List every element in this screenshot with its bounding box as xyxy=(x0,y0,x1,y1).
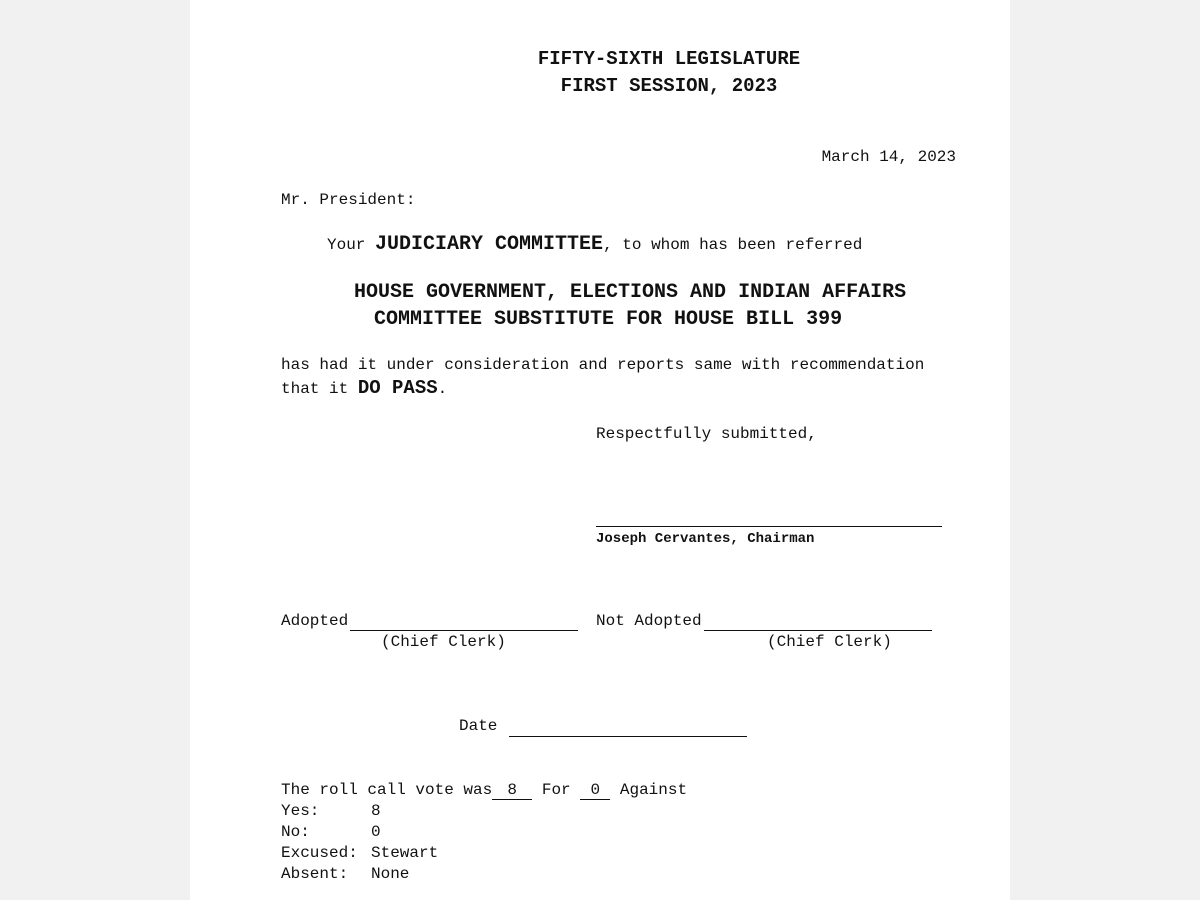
against-label: Against xyxy=(619,781,688,799)
intro-suffix: , to whom has been referred xyxy=(603,236,863,254)
report-date: March 14, 2023 xyxy=(821,148,956,166)
for-label: For xyxy=(541,781,571,799)
body-line2 xyxy=(281,378,447,399)
vote-row-label: No: xyxy=(281,823,310,841)
not-adopted-clerk-label: (Chief Clerk) xyxy=(767,633,892,651)
vote-row-value: Stewart xyxy=(371,844,439,862)
vote-row-label: Excused: xyxy=(281,844,358,862)
vote-row xyxy=(281,864,409,884)
body-prefix: that it xyxy=(281,380,349,398)
adopted-clerk-label: (Chief Clerk) xyxy=(381,633,506,651)
signer-name: Joseph Cervantes, Chairman xyxy=(596,531,815,547)
closing: Respectfully submitted, xyxy=(596,425,817,443)
vote-row-value: None xyxy=(371,865,410,883)
legislature-title: FIFTY-SIXTH LEGISLATURE xyxy=(537,48,801,70)
intro-prefix: Your xyxy=(327,236,366,254)
body-line1: has had it under consideration and reports same with recommendation xyxy=(281,356,925,374)
vote-row xyxy=(281,843,438,863)
document-page xyxy=(190,0,1010,900)
vote-row-value: 0 xyxy=(371,823,381,841)
vote-row xyxy=(281,822,381,842)
body-suffix: . xyxy=(437,380,448,398)
vote-row xyxy=(281,801,381,821)
against-count: 0 xyxy=(580,782,610,800)
intro-line xyxy=(327,235,862,255)
not-adopted-line xyxy=(704,630,932,631)
roll-call-line xyxy=(281,780,687,800)
adopted-line xyxy=(350,630,578,631)
for-count: 8 xyxy=(492,782,532,800)
recommendation: DO PASS xyxy=(357,377,438,399)
vote-row-label: Absent: xyxy=(281,865,349,883)
bill-title-line1: HOUSE GOVERNMENT, ELECTIONS AND INDIAN AFFAIRS xyxy=(354,281,907,304)
vote-row-value: 8 xyxy=(371,802,381,820)
vote-row-label: Yes: xyxy=(281,802,320,820)
session-title: FIRST SESSION, 2023 xyxy=(560,75,778,97)
salutation: Mr. President: xyxy=(281,191,416,209)
adopted-label: Adopted xyxy=(281,612,349,630)
not-adopted-label: Not Adopted xyxy=(596,612,702,630)
bill-title-line2: COMMITTEE SUBSTITUTE FOR HOUSE BILL 399 xyxy=(374,308,843,331)
signature-line xyxy=(596,526,942,527)
date-line xyxy=(509,736,747,737)
roll-call-prefix: The roll call vote was xyxy=(281,781,493,799)
date-label: Date xyxy=(459,717,498,735)
committee-name: JUDICIARY COMMITTEE xyxy=(375,233,604,256)
